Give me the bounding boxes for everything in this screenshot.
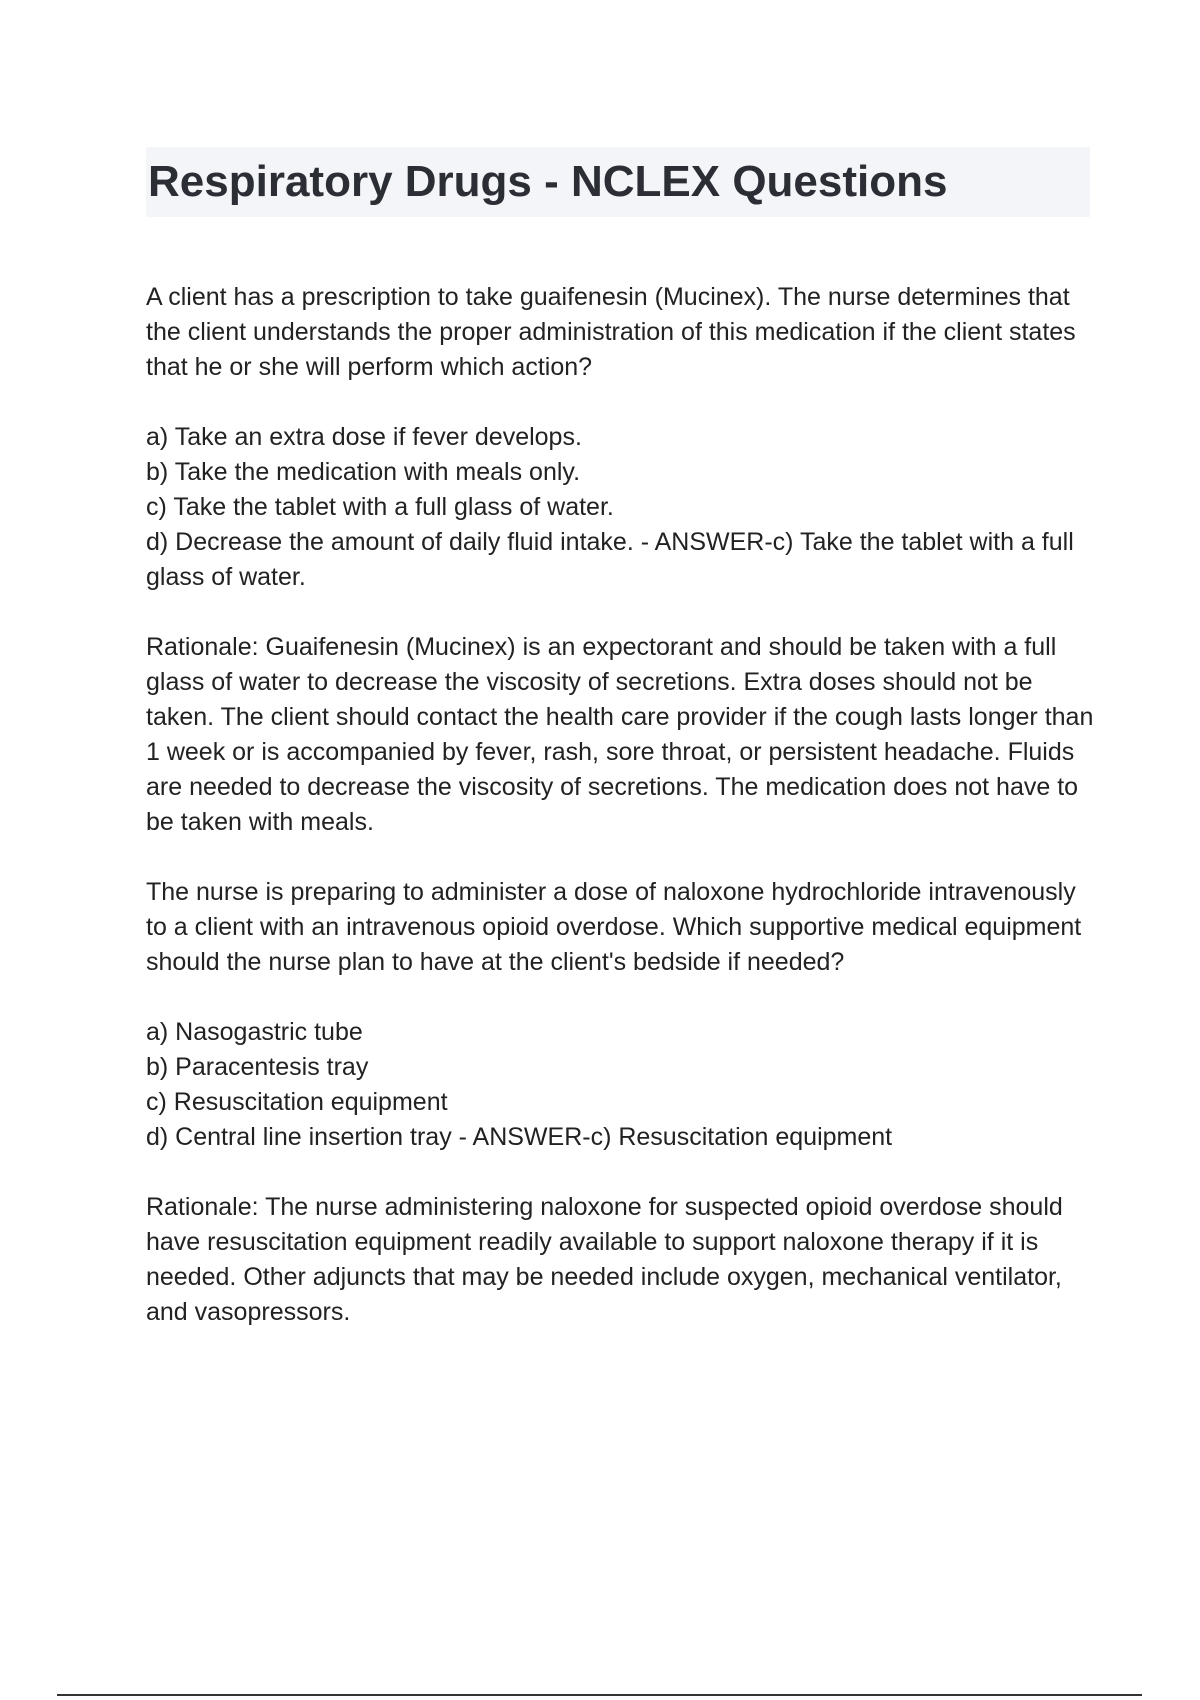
- question-2-option-d-answer: d) Central line insertion tray - ANSWER-c) Resuscitation equipment: [146, 1123, 893, 1151]
- page-title: Respiratory Drugs - NCLEX Questions: [148, 157, 948, 206]
- question-2-option-c: c) Resuscitation equipment: [146, 1088, 448, 1116]
- page-bottom-divider: [57, 1694, 1142, 1696]
- question-2-option-b: b) Paracentesis tray: [146, 1053, 369, 1081]
- question-1-rationale: Rationale: Guaifenesin (Mucinex) is an expectorant and should be taken with a full glass of water to decrease the viscosity of secretions. Extra doses should not be taken. The client should contact the health care provider if the cough lasts longer than 1 week or is accompanied by fever, rash, sore throat, or persistent headache. Fluids are needed to decrease the viscosity of secretions. The medication does not have to be taken with meals.: [146, 633, 1094, 836]
- document-body: [146, 280, 1096, 1365]
- question-1-option-d-answer: d) Decrease the amount of daily fluid intake. - ANSWER-c) Take the tablet with a full glass of water.: [146, 528, 1074, 591]
- question-2-options: [146, 1015, 1096, 1155]
- question-1-option-c: c) Take the tablet with a full glass of water.: [146, 493, 614, 521]
- title-banner: [146, 147, 1090, 217]
- question-1-option-b: b) Take the medication with meals only.: [146, 458, 581, 486]
- question-1-options: [146, 420, 1096, 595]
- question-1-stem: A client has a prescription to take guaifenesin (Mucinex). The nurse determines that the client understands the proper administration of this medication if the client states that he or she will perform which action?: [146, 283, 1076, 381]
- question-2-stem: The nurse is preparing to administer a dose of naloxone hydrochloride intravenously to a client with an intravenous opioid overdose. Which supportive medical equipment should the nurse plan to have at the client's bedside if needed?: [146, 878, 1082, 976]
- question-2-option-a: a) Nasogastric tube: [146, 1018, 363, 1046]
- question-1-option-a: a) Take an extra dose if fever develops.: [146, 423, 582, 451]
- question-2-rationale: Rationale: The nurse administering naloxone for suspected opioid overdose should have resuscitation equipment readily available to support naloxone therapy if it is needed. Other adjuncts that may be needed include oxygen, mechanical ventilator, and vasopressors.: [146, 1193, 1063, 1326]
